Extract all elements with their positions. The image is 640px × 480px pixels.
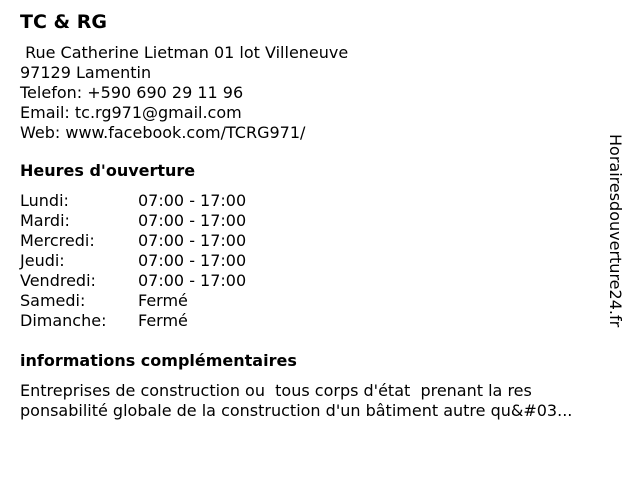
business-card: [20, 10, 610, 421]
hours-row: [20, 311, 246, 331]
hours-row: [20, 271, 246, 291]
info-text-line-2: ponsabilité globale de la construction d'un bâtiment autre qu&#03...: [20, 401, 573, 420]
day-label: Samedi:: [20, 291, 86, 310]
website: Web: www.facebook.com/TCRG971/: [20, 123, 306, 142]
day-hours: 07:00 - 17:00: [138, 231, 247, 250]
day-label: Vendredi:: [20, 271, 96, 290]
hours-heading: Heures d'ouverture: [20, 161, 196, 180]
street-address: Rue Catherine Lietman 01 lot Villeneuve: [20, 43, 349, 62]
contact-block: [20, 43, 610, 143]
phone-number: Telefon: +590 690 29 11 96: [20, 83, 244, 102]
day-hours: 07:00 - 17:00: [138, 211, 247, 230]
day-hours: 07:00 - 17:00: [138, 191, 247, 210]
company-name: TC & RG: [20, 11, 107, 33]
day-hours: Fermé: [138, 291, 188, 310]
day-label: Mercredi:: [20, 231, 95, 250]
day-hours: Fermé: [138, 311, 188, 330]
hours-row: [20, 231, 246, 251]
email-address: Email: tc.rg971@gmail.com: [20, 103, 242, 122]
day-label: Jeudi:: [20, 251, 65, 270]
day-label: Dimanche:: [20, 311, 107, 330]
city-postal: 97129 Lamentin: [20, 63, 152, 82]
watermark-text: Horairesdouverture24.fr: [606, 134, 625, 328]
day-hours: 07:00 - 17:00: [138, 251, 247, 270]
info-heading: informations complémentaires: [20, 351, 297, 370]
info-text-line-1: Entreprises de construction ou tous corps d'état prenant la res: [20, 381, 532, 400]
day-label: Mardi:: [20, 211, 70, 230]
hours-row: [20, 291, 246, 311]
hours-row: [20, 191, 246, 211]
hours-table: [20, 191, 246, 331]
day-hours: 07:00 - 17:00: [138, 271, 247, 290]
hours-row: [20, 211, 246, 231]
day-label: Lundi:: [20, 191, 69, 210]
hours-row: [20, 251, 246, 271]
